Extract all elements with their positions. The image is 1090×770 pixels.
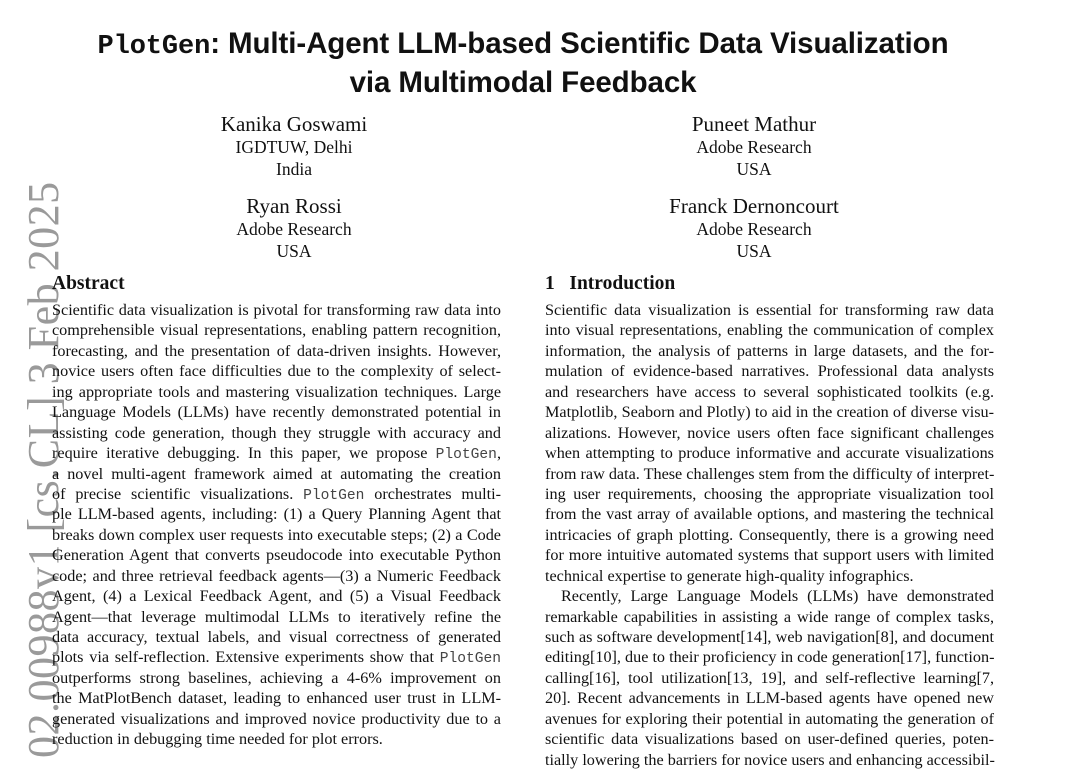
paper-title <box>0 26 1046 101</box>
text-line: intricacies of graph plotting. Consequently, there is a growing need <box>545 525 994 544</box>
text-line: mulation of evidence-based narratives. Professional data analysts <box>545 362 994 381</box>
text-line: Agent, (4) a Lexical Feedback Agent, and (5) a Visual Feedback <box>52 587 501 606</box>
author-block <box>604 194 904 262</box>
arxiv-identifier: 02.00988v1 [cs.CL] 3 Feb 2025 <box>19 181 68 758</box>
text-line: a novel multi-agent framework aimed at automating the creation <box>52 464 501 483</box>
text-line: scientific data visualizations based on user-defined queries, poten- <box>545 730 994 749</box>
tool-name: PlotGen <box>303 487 365 504</box>
text-line: generated visualizations and improved novice productivity due to a <box>52 709 501 728</box>
text-line: ing appropriate tools and mastering visualization techniques. Large <box>52 382 501 401</box>
text-line: Recently, Large Language Models (LLMs) have demonstrated <box>561 587 994 606</box>
text-line: code; and three retrieval feedback agents—(3) a Numeric Feedback <box>52 566 501 585</box>
text-line: into visual representations, enabling the communication of complex <box>545 321 994 340</box>
author-name: Puneet Mathur <box>691 112 817 136</box>
text-line: breaks down complex user requests into executable steps; (2) a Code <box>52 525 501 544</box>
text-line: and researchers have access to several sophisticated toolkits (e.g. <box>545 382 994 401</box>
text-line: 20]. Recent advancements in LLM-based agents have opened new <box>545 689 994 708</box>
author-name: Ryan Rossi <box>246 194 342 218</box>
author-block <box>604 112 904 180</box>
title-line-1-rest: : Multi-Agent LLM-based Scientific Data Visualization <box>210 27 949 60</box>
text-line: reduction in debugging time needed for plot errors. <box>52 730 383 749</box>
author-name: Franck Dernoncourt <box>669 194 839 218</box>
author-country: India <box>276 159 312 179</box>
text-line: plots via self-reflection. Extensive experiments show that PlotGen <box>52 648 501 668</box>
author-block <box>144 112 444 180</box>
text-line: the MatPlotBench dataset, leading to enhanced user trust in LLM- <box>52 689 501 708</box>
text-line: alizations. However, novice users often face significant challenges <box>545 423 994 442</box>
text-line: technical expertise to generate high-quality infographics. <box>545 566 914 585</box>
text-line: require iterative debugging. In this paper, we propose PlotGen, <box>52 444 501 464</box>
text-line: tially lowering the barriers for novice users and enhancing accessibil- <box>545 750 995 769</box>
text-line: calling[16], tool utilization[13, 19], and self-reflective learning[7, <box>545 668 994 687</box>
abstract-body <box>52 300 501 750</box>
text-line: Agent—that leverage multimodal LLMs to iteratively refine the <box>52 607 501 626</box>
author-affiliation: IGDTUW, Delhi <box>235 137 353 157</box>
tool-name: PlotGen <box>435 447 497 464</box>
text-line: Scientific data visualization is pivotal for transforming raw data into <box>52 301 501 319</box>
text-line: from raw data. These challenges stem from the difficulty of interpret- <box>545 464 995 483</box>
text-line: novice users often face difficulties due to the complexity of select- <box>52 362 501 381</box>
text-line: assisting code generation, though they struggle with accuracy and <box>52 423 501 442</box>
title-line-1 <box>0 26 1046 65</box>
text-line: data accuracy, textual labels, and visual correctness of generated <box>52 628 501 646</box>
author-country: USA <box>736 159 772 179</box>
text-line: of precise scientific visualizations. PlotGen orchestrates multi- <box>52 484 501 504</box>
text-line: editing[10], due to their proficiency in code generation[17], function- <box>545 648 995 667</box>
section-number: 1 <box>545 273 555 294</box>
text-line: for more intuitive automated systems that support users with limited <box>545 546 994 565</box>
text-line: Generation Agent that converts pseudocode into executable Python <box>52 546 501 565</box>
author-affiliation: Adobe Research <box>696 219 812 239</box>
title-tool-name: PlotGen <box>97 32 211 62</box>
text-line: when attempting to produce informative and accurate visualizations <box>545 444 994 463</box>
title-line-2: via Multimodal Feedback <box>349 66 697 99</box>
text-line: information, the analysis of patterns in large datasets, and the for- <box>545 341 994 360</box>
text-line: such as software development[14], web navigation[8], and document <box>545 628 994 646</box>
text-line: ing user requirements, choosing the appropriate visualization tool <box>545 484 994 503</box>
text-line: forecasting, and the presentation of data-driven insights. However, <box>52 341 501 360</box>
abstract-heading: Abstract <box>52 273 125 294</box>
text-line: ple LLM-based agents, including: (1) a Query Planning Agent that <box>52 505 501 524</box>
text-line: Language Models (LLMs) have recently demonstrated potential in <box>52 403 501 422</box>
text-line: avenues for exploring their potential in automating the generation of <box>545 709 994 728</box>
tool-name: PlotGen <box>439 651 501 668</box>
author-affiliation: Adobe Research <box>696 137 812 157</box>
text-line: Scientific data visualization is essential for transforming raw data <box>545 301 994 319</box>
text-line: from the vast array of available options, and mastering the technical <box>545 505 994 524</box>
text-line: comprehensible visual representations, enabling pattern recognition, <box>52 321 501 340</box>
author-name: Kanika Goswami <box>220 112 368 136</box>
author-country: USA <box>276 241 312 261</box>
author-affiliation: Adobe Research <box>236 219 352 239</box>
section-title: Introduction <box>569 273 676 294</box>
text-line: outperforms strong baselines, achieving a 4-6% improvement on <box>52 668 501 687</box>
introduction-heading <box>545 272 675 296</box>
text-line: remarkable capabilities in assisting a wide range of complex tasks, <box>545 607 994 626</box>
author-block <box>144 194 444 262</box>
author-country: USA <box>736 241 772 261</box>
text-line: Matplotlib, Seaborn and Plotly) to aid in the creation of diverse visu- <box>545 403 994 422</box>
introduction-body <box>545 300 994 770</box>
